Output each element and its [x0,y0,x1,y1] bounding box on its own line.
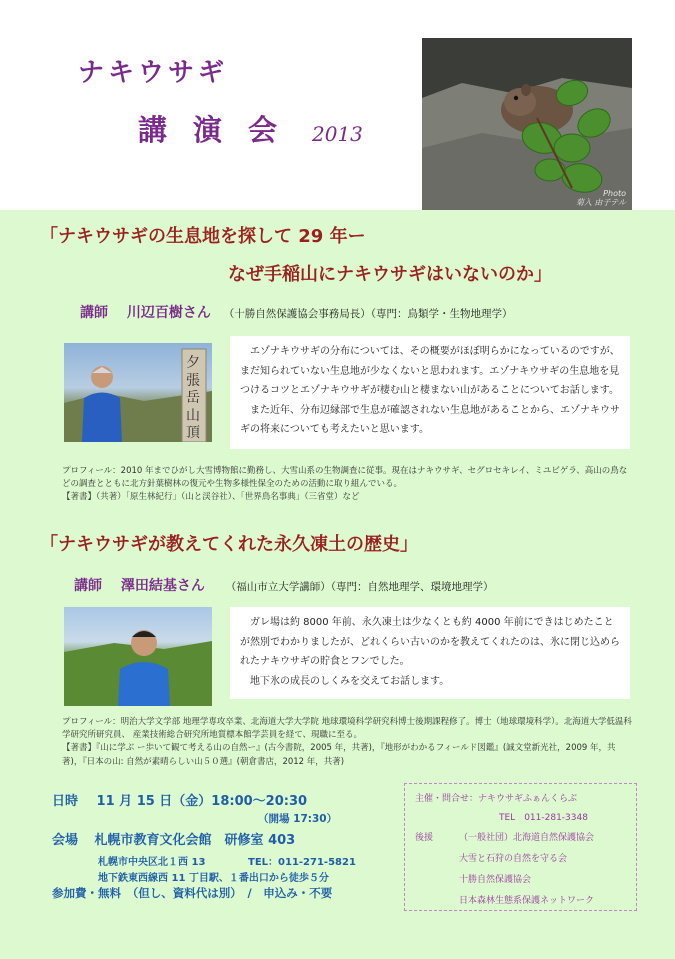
event-date [52,790,307,809]
photo-credit [576,189,626,208]
talk2-profile [62,716,634,769]
event-fee: 参加費・無料 （但し、資料代は別） / 申込み・不要 [52,886,333,900]
talk1-profile [62,465,634,505]
organizer-box [404,783,637,911]
pika-photo [422,38,632,210]
date-label: 日時 [52,794,79,809]
books-text: 『山に学ぶ ー歩いて観て考える山の自然ー』(古今書院，2005 年，共著)，『地形がわかるフィールド図鑑』(誠文堂新光社，2009 年，共著)，『日本の山: 自然が素晴らしい山５０選』(朝倉書店，2012 年，共著) [62,743,616,767]
books-text: （共著）「原生林紀行」（山と渓谷社）、「世界鳥名事典」（三省堂）など [96,492,360,503]
profile-text: 明治大学文学部 地理学専攻卒業、北海道大学大学院 地球環境科学研究科博士後期課程修了。博士（地球環境科学）。北海道大学低温科学研究所研究員、 産業技術総合研究所地質標本館学芸員を経て、現職に至る。 [62,717,632,741]
support-label: 後援 [415,833,434,843]
speaker2-photo-illustration [64,607,212,706]
talk2-speaker [74,575,494,595]
talk1-abstract-p2: また近年、分布辺縁部で生息が確認されない生息地があることから、エゾナキウサギの将来についても考えたいと思います。 [240,404,620,435]
venue-tel: TEL：011-271-5821 [248,857,356,868]
venue-address: 札幌市中央区北１西 13 [98,857,206,868]
talk1-abstract [230,336,630,449]
books-label: 【著書】 [62,743,97,754]
support-org-4: 日本森林生態系保護ネットワーク [459,896,595,906]
host-line [415,791,577,804]
books-label: 【著書】 [62,492,97,503]
speaker-label: 講師 [74,578,102,594]
photo-credit-label: Photo [603,188,626,198]
talk2-heading: 「ナキウサギが教えてくれた永久凍土の歴史」 [40,534,418,555]
talk1-speaker [80,302,513,322]
speaker1-photo [64,343,212,442]
title-line1: ナキウサギ [78,58,229,88]
profile-label: プロフィール： [62,717,121,727]
talk1-heading-line2: なぜ手稲山にナキウサギはいないのか」 [228,264,552,285]
host-tel: TEL 011-281-3348 [499,813,588,823]
profile-text: 2010 年までひがし大雪博物館に勤務し、大雪山系の生物調査に従事。現在はナキウサギ、セグロセキレイ、ミユビゲラ、高山の鳥などの調査とともに北方針葉樹林の復元や生物多様性保全のための活動に取り組んでいる。 [62,466,628,490]
speaker-affiliation: （福山市立大学講師）（専門：自然地理学、環境地理学） [225,581,494,593]
talk2-abstract [230,607,630,699]
support-org-2: 大雪と石狩の自然を守る会 [459,854,568,864]
venue-label: 会場 [52,833,79,848]
talk1-heading-line1: 「ナキウサギの生息地を探して 29 年ー [40,226,366,247]
talk1-abstract-p1: エゾナキウサギの分布については、その概要がほぼ明らかになっているのですが、まだ知られていない生息地が少なくないと思われます。エゾナキウサギの生息地を見つけるコツとエゾナキウサギが棲む山と棲まない山があることについてお話します。 [240,346,620,396]
profile-label: プロフィール： [62,466,121,476]
title-year: 2013 [312,122,363,146]
host-label: 主催・問合せ： [415,794,479,804]
host-name: ナキウサギふぁんくらぶ [478,794,578,804]
open-time: （開場 17:30） [258,813,338,825]
speaker-name: 川辺百樹さん [126,305,211,321]
date-value: 11 月 15 日（金）18:00～20:30 [96,794,308,809]
speaker-affiliation: （十勝自然保護協会事務局長）（専門：鳥類学・生物地理学） [223,308,513,320]
photo-credit-name: 菊入 由子テル [575,198,626,208]
venue-value: 札幌市教育文化会館 研修室 403 [94,833,296,848]
speaker2-photo [64,607,212,706]
signpost-text: 夕張岳山頂 [186,355,200,441]
talk2-abstract-p2: 地下氷の成長のしくみを交えてお話します。 [250,675,450,687]
venue-access: 地下鉄東西線西 11 丁目駅、１番出口から徒歩５分 [98,873,329,884]
talk2-abstract-p1: ガレ場は約 8000 年前、永久凍土は少なくとも約 4000 年前にできはじめたことが然別でわかりましたが、どれくらい古いのかを教えてくれたのは、氷に閉じ込められたナキウサギの貯食とフンでした。 [240,617,620,667]
pika-photo-illustration [422,38,632,210]
speaker-name: 澤田結基さん [120,578,205,594]
support-org-1: （一般社団）北海道自然保護協会 [459,833,595,843]
speaker-label: 講師 [80,305,108,321]
title-line2: 講演会 [138,113,304,147]
support-org-3: 十勝自然保護協会 [459,875,532,885]
event-venue [52,829,295,848]
